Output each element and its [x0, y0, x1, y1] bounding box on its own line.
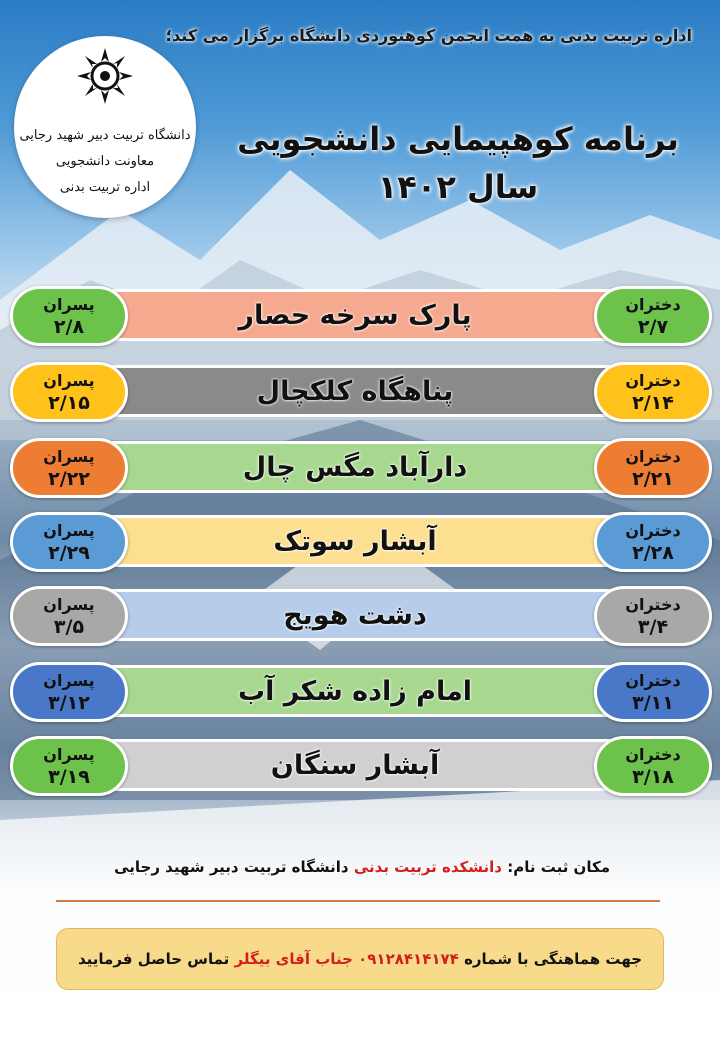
contact-box [56, 928, 664, 990]
boys-date-pill [10, 286, 128, 346]
registration-label: مکان ثبت نام: [507, 858, 610, 876]
divider [56, 900, 660, 902]
boys-date: ۲/۱۵ [48, 392, 90, 414]
boys-date-pill [10, 512, 128, 572]
logo-department: معاونت دانشجویی [55, 154, 155, 169]
boys-label: پسران [43, 371, 95, 390]
girls-date: ۲/۲۸ [632, 542, 674, 564]
place-bar [98, 515, 612, 567]
girls-date-pill [594, 438, 712, 498]
contact-phone: ۰۹۱۲۸۴۱۴۱۷۴ جناب آقای بیگلر [234, 950, 459, 968]
schedule-row [10, 736, 712, 796]
schedule-row [10, 512, 712, 572]
boys-label: پسران [43, 521, 95, 540]
boys-label: پسران [43, 745, 95, 764]
schedule-row [10, 662, 712, 722]
schedule-row [10, 438, 712, 498]
girls-date: ۳/۱۱ [632, 692, 674, 714]
logo-university-name: دانشگاه تربیت دبیر شهید رجایی [19, 128, 191, 143]
girls-label: دختران [625, 745, 681, 764]
boys-date-pill [10, 736, 128, 796]
boys-date-pill [10, 662, 128, 722]
boys-date-pill [10, 586, 128, 646]
page-year: سال ۱۴۰۲ [377, 168, 539, 206]
contact-prefix: جهت هماهنگی با شماره [464, 950, 643, 968]
boys-date-pill [10, 362, 128, 422]
boys-date-pill [10, 438, 128, 498]
place-bar [98, 289, 612, 341]
place-name: پناهگاه کلکچال [256, 375, 454, 407]
boys-date: ۲/۲۹ [48, 542, 90, 564]
girls-label: دختران [625, 595, 681, 614]
logo-office: اداره تربیت بدنی [59, 180, 151, 195]
girls-date: ۲/۲۱ [632, 468, 674, 490]
girls-date-pill [594, 662, 712, 722]
place-name: امام زاده شکر آب [237, 675, 473, 707]
organizer-note: اداره تربیت بدنی به همت انجمن کوهنوردی دانشگاه برگزار می کند؛ [165, 26, 692, 45]
place-bar [98, 365, 612, 417]
schedule-row [10, 286, 712, 346]
girls-date: ۲/۷ [637, 316, 669, 338]
registration-university: دانشگاه تربیت دبیر شهید رجایی [114, 858, 349, 876]
place-name: آبشار سنگان [270, 749, 440, 781]
boys-label: پسران [43, 595, 95, 614]
registration-info [114, 858, 610, 876]
girls-date-pill [594, 362, 712, 422]
contact-suffix: تماس حاصل فرمایید [77, 950, 230, 968]
girls-date: ۳/۴ [637, 616, 669, 638]
boys-label: پسران [43, 447, 95, 466]
girls-date-pill [594, 286, 712, 346]
page-title: برنامه کوهپیمایی دانشجویی [237, 120, 679, 158]
boys-date: ۲/۲۲ [48, 468, 90, 490]
girls-label: دختران [625, 295, 681, 314]
schedule-row [10, 362, 712, 422]
girls-label: دختران [625, 671, 681, 690]
girls-date-pill [594, 512, 712, 572]
place-bar [98, 665, 612, 717]
registration-place: دانشکده تربیت بدنی [353, 858, 502, 876]
schedule-row [10, 586, 712, 646]
boys-date: ۳/۱۹ [48, 766, 90, 788]
girls-label: دختران [625, 447, 681, 466]
boys-date: ۲/۸ [53, 316, 85, 338]
place-name: دشت هویج [283, 599, 427, 631]
boys-date: ۳/۵ [53, 616, 85, 638]
university-logo [14, 36, 196, 218]
girls-date-pill [594, 736, 712, 796]
title-block [218, 120, 698, 206]
girls-label: دختران [625, 521, 681, 540]
girls-label: دختران [625, 371, 681, 390]
place-bar [98, 589, 612, 641]
place-name: پارک سرخه حصار [238, 299, 472, 331]
boys-date: ۳/۱۲ [48, 692, 90, 714]
place-bar [98, 739, 612, 791]
boys-label: پسران [43, 295, 95, 314]
place-bar [98, 441, 612, 493]
place-name: دارآباد مگس چال [242, 451, 468, 483]
girls-date: ۳/۱۸ [632, 766, 674, 788]
girls-date: ۲/۱۴ [632, 392, 674, 414]
place-name: آبشار سوتک [273, 525, 437, 557]
university-star-logo-icon [75, 46, 135, 106]
boys-label: پسران [43, 671, 95, 690]
girls-date-pill [594, 586, 712, 646]
